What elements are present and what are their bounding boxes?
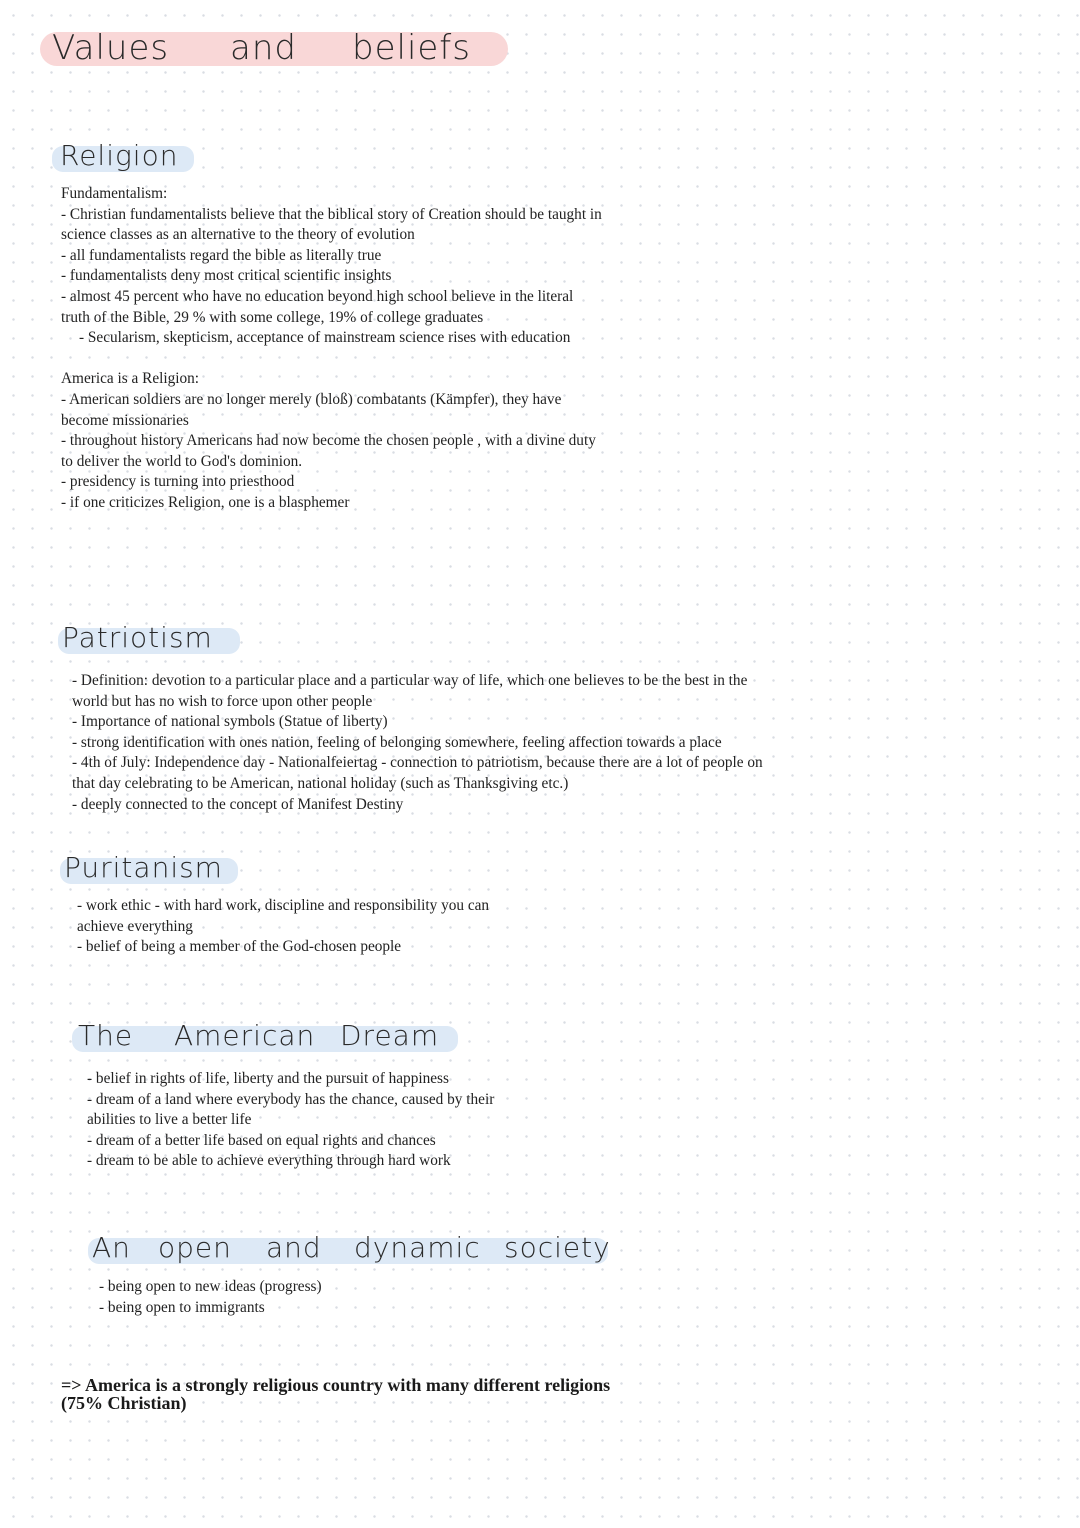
title-word-and: and (230, 28, 297, 68)
patriotism-heading: Patriotism (62, 621, 213, 654)
open-society-heading-word: dynamic (354, 1231, 481, 1264)
title-word-values: Values (52, 28, 170, 68)
american-dream-body (87, 1069, 494, 1172)
religion-line: - Secularism, skepticism, acceptance of mainstream science rises with education (79, 329, 571, 347)
open-society-heading-word: and (266, 1231, 322, 1264)
religion-line: - if one criticizes Religion, one is a blasphemer (61, 493, 350, 511)
conclusion-line-1: => America is a strongly religious country with many different religions (61, 1375, 611, 1395)
patriotism-line: - strong identification with ones nation, feeling of belonging somewhere, feeling affection towards a place (72, 733, 722, 751)
religion-body (61, 184, 602, 514)
patriotism-line: - 4th of July: Independence day - Nationalfeiertag - connection to patriotism, because there are a lot of people on (72, 754, 763, 772)
american-dream-heading-word: The (78, 1019, 134, 1052)
title-word-beliefs: beliefs (352, 28, 471, 68)
patriotism-body (72, 671, 763, 815)
open-society-line: - being open to new ideas (progress) (99, 1278, 322, 1295)
religion-line: truth of the Bible, 29 % with some college, 19% of college graduates (61, 308, 484, 326)
religion-heading: Religion (60, 139, 179, 172)
american-dream-heading-word: American (174, 1019, 316, 1052)
puritanism-body (77, 896, 489, 958)
american-dream-line: - dream to be able to achieve everything through hard work (87, 1152, 451, 1170)
puritanism-line: - belief of being a member of the God-chosen people (77, 938, 402, 956)
puritanism-line: achieve everything (77, 917, 193, 935)
puritanism-line: - work ethic - with hard work, discipline and responsibility you can (77, 897, 490, 914)
religion-line: - presidency is turning into priesthood (61, 473, 295, 491)
patriotism-line: - Importance of national symbols (Statue of liberty) (72, 713, 388, 731)
american-dream-line: abilities to live a better life (87, 1111, 252, 1129)
open-society-heading-word: open (158, 1231, 232, 1264)
religion-line: science classes as an alternative to the theory of evolution (61, 226, 415, 244)
open-society-line: - being open to immigrants (99, 1298, 265, 1316)
religion-line: become missionaries (61, 411, 189, 429)
puritanism-heading: Puritanism (64, 851, 223, 884)
religion-spacer (61, 349, 602, 370)
religion-line: - fundamentalists deny most critical scientific insights (61, 267, 392, 285)
american-dream-heading-word: Dream (340, 1019, 440, 1052)
patriotism-line: that day celebrating to be American, national holiday (such as Thanksgiving etc.) (72, 774, 569, 792)
religion-line: - almost 45 percent who have no education beyond high school believe in the literal (61, 287, 574, 305)
open-society-heading-word: society (504, 1231, 611, 1264)
patriotism-line: - Definition: devotion to a particular place and a particular way of life, which one believes to be the best in the (72, 672, 748, 689)
patriotism-line: world but has no wish to force upon other people (72, 692, 373, 710)
religion-line: - Christian fundamentalists believe that the biblical story of Creation should be taught in (61, 205, 602, 223)
open-society-body (99, 1277, 322, 1318)
american-dream-line: - belief in rights of life, liberty and the pursuit of happiness (87, 1070, 449, 1087)
conclusion-line-2: (75% Christian) (61, 1393, 187, 1413)
religion-line: - throughout history Americans had now become the chosen people , with a divine duty (61, 432, 596, 450)
open-society-heading-word: An (92, 1231, 131, 1264)
patriotism-line: - deeply connected to the concept of Manifest Destiny (72, 795, 404, 813)
religion-line: - all fundamentalists regard the bible as literally true (61, 246, 382, 264)
religion-line: - American soldiers are no longer merely (bloß) combatants (Kämpfer), they have (61, 390, 562, 408)
religion-line: to deliver the world to God's dominion. (61, 452, 303, 470)
american-dream-line: - dream of a better life based on equal rights and chances (87, 1131, 436, 1149)
religion-line: Fundamentalism: (61, 185, 168, 202)
religion-line: America is a Religion: (61, 370, 200, 388)
american-dream-line: - dream of a land where everybody has the chance, caused by their (87, 1090, 495, 1108)
